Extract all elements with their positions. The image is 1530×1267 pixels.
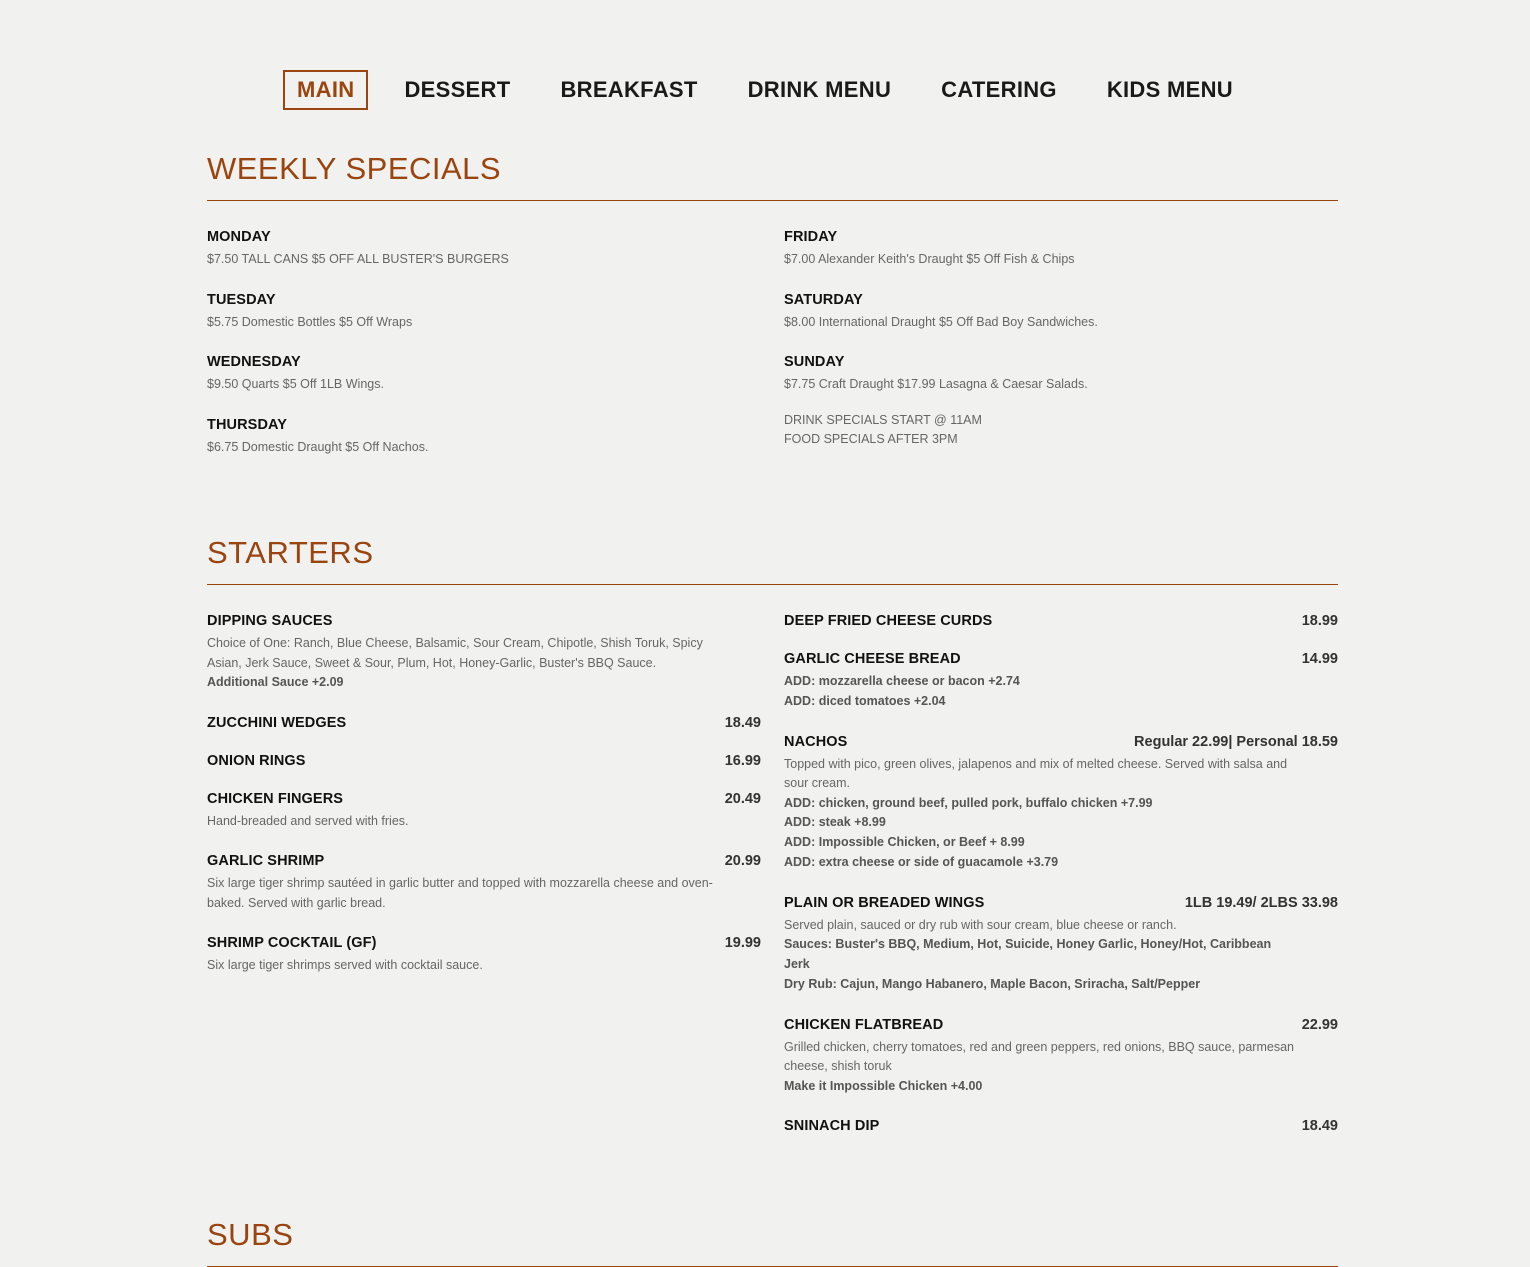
- menu-item-addons: [784, 1077, 1294, 1097]
- menu-item-desc: Choice of One: Ranch, Blue Cheese, Balsamic, Sour Cream, Chipotle, Shish Toruk, Spicy Asian, Jerk Sauce, Sweet & Sour, Plum, Hot, Honey-Garlic, Buster's BBQ Sauce.: [207, 636, 703, 670]
- menu-item-name: PLAIN OR BREADED WINGS: [784, 894, 985, 911]
- nav-tab-dessert[interactable]: DESSERT: [404, 77, 511, 102]
- menu-item-addons: [784, 672, 1294, 712]
- section-title-weekly-specials: WEEKLY SPECIALS: [207, 152, 1338, 201]
- special-desc: $7.00 Alexander Keith's Draught $5 Off Fish & Chips: [784, 252, 1075, 266]
- menu-item-price: 20.99: [724, 853, 761, 870]
- menu-nav: [0, 70, 1530, 110]
- menu-item-desc: Six large tiger shrimp sautéed in garlic butter and topped with mozzarella cheese and oven-baked. Served with garlic bread.: [207, 876, 713, 910]
- menu-nav-list: [272, 70, 1258, 110]
- special-item: [207, 354, 761, 395]
- special-item-head: [207, 354, 761, 370]
- special-day: WEDNESDAY: [207, 354, 301, 370]
- menu-item-name: GARLIC SHRIMP: [207, 853, 325, 870]
- menu-item-head: [784, 1118, 1338, 1134]
- menu-item-head: [784, 734, 1338, 750]
- menu-item-addon: ADD: extra cheese or side of guacamole +3.79: [784, 854, 1059, 869]
- menu-item: [207, 791, 761, 832]
- special-item: [784, 354, 1338, 395]
- special-day: SUNDAY: [784, 354, 845, 370]
- specials-note: FOOD SPECIALS AFTER 3PM: [784, 432, 958, 446]
- special-day: FRIDAY: [784, 229, 838, 245]
- nav-tab-breakfast[interactable]: BREAKFAST: [560, 77, 698, 102]
- specials-right-column: [784, 229, 1338, 479]
- weekly-specials-section: [207, 152, 1338, 479]
- special-item: [784, 229, 1338, 270]
- menu-item-price: Regular 22.99| Personal 18.59: [1134, 733, 1338, 750]
- menu-item-name: DIPPING SAUCES: [207, 613, 333, 629]
- menu-item-price: 19.99: [724, 935, 761, 952]
- menu-item-head: [784, 895, 1338, 911]
- menu-item: [207, 753, 761, 769]
- special-item: [784, 292, 1338, 333]
- special-day: MONDAY: [207, 229, 271, 245]
- special-desc: $8.00 International Draught $5 Off Bad Boy Sandwiches.: [784, 314, 1098, 329]
- menu-item-addons: [784, 794, 1294, 873]
- menu-item-name: NACHOS: [784, 733, 848, 750]
- special-item: [207, 417, 761, 458]
- special-item-head: [207, 229, 761, 245]
- menu-item: [784, 651, 1338, 712]
- special-day: THURSDAY: [207, 416, 288, 433]
- menu-item-name: ZUCCHINI WEDGES: [207, 714, 347, 731]
- menu-item-head: [207, 753, 761, 769]
- menu-item-price: 18.49: [1301, 1118, 1338, 1135]
- menu-item-head: [207, 613, 761, 629]
- menu-item-price: 1LB 19.49/ 2LBS 33.98: [1184, 894, 1338, 911]
- menu-item-addon: Additional Sauce +2.09: [207, 675, 344, 689]
- special-desc: $7.75 Craft Draught $17.99 Lasagna & Caesar Salads.: [784, 377, 1088, 391]
- special-day: TUESDAY: [207, 291, 276, 308]
- specials-notes: [784, 411, 1338, 450]
- special-item-head: [784, 354, 1338, 370]
- nav-tab-drink-menu[interactable]: DRINK MENU: [747, 77, 892, 102]
- special-day: SATURDAY: [784, 291, 863, 308]
- menu-item-price: 16.99: [724, 752, 761, 769]
- menu-item-addon: ADD: mozzarella cheese or bacon +2.74: [784, 674, 1020, 688]
- menu-item-desc: Topped with pico, green olives, jalapenos and mix of melted cheese. Served with salsa and sour cream.: [784, 756, 1288, 791]
- menu-item-addon: Make it Impossible Chicken +4.00: [784, 1078, 983, 1093]
- section-title-subs: SUBS: [207, 1218, 1338, 1267]
- specials-left-column: [207, 229, 761, 479]
- special-item-head: [207, 292, 761, 308]
- menu-item-desc: Six large tiger shrimps served with cocktail sauce.: [207, 958, 483, 973]
- menu-item-addon: Dry Rub: Cajun, Mango Habanero, Maple Bacon, Sriracha, Salt/Pepper: [784, 976, 1201, 991]
- menu-item-addon: ADD: chicken, ground beef, pulled pork, buffalo chicken +7.99: [784, 795, 1153, 810]
- menu-item-head: [784, 651, 1338, 667]
- menu-item-desc: Grilled chicken, cherry tomatoes, red and green peppers, red onions, BBQ sauce, parmesan cheese, shish toruk: [784, 1039, 1294, 1074]
- menu-item-name: DEEP FRIED CHEESE CURDS: [784, 613, 993, 629]
- menu-item-addon: ADD: Impossible Chicken, or Beef + 8.99: [784, 835, 1025, 850]
- menu-item-price: 18.99: [1301, 613, 1338, 629]
- menu-item-head: [207, 715, 761, 731]
- special-item: [207, 292, 761, 333]
- special-desc: $5.75 Domestic Bottles $5 Off Wraps: [207, 314, 413, 329]
- starters-section: [207, 536, 1338, 1156]
- menu-item-name: CHICKEN FLATBREAD: [784, 1016, 944, 1033]
- menu-item-addons: [207, 673, 717, 693]
- menu-item-head: [784, 1017, 1338, 1033]
- menu-item-name: ONION RINGS: [207, 752, 306, 769]
- menu-item-desc: Hand-breaded and served with fries.: [207, 813, 409, 828]
- menu-item: [784, 613, 1338, 629]
- starters-left-column: [207, 613, 761, 1156]
- menu-item: [784, 895, 1338, 995]
- menu-item-price: 22.99: [1301, 1016, 1338, 1033]
- section-title-starters: STARTERS: [207, 536, 1338, 585]
- menu-item-price: 20.49: [724, 790, 761, 807]
- menu-item-head: [784, 613, 1338, 629]
- menu-item: [207, 935, 761, 976]
- menu-item: [207, 715, 761, 731]
- menu-item-desc: Served plain, sauced or dry rub with sour cream, blue cheese or ranch.: [784, 917, 1177, 932]
- special-item-head: [207, 417, 761, 433]
- menu-item: [784, 1017, 1338, 1097]
- menu-item-addon: ADD: diced tomatoes +2.04: [784, 693, 946, 708]
- menu-item-addon: Sauces: Buster's BBQ, Medium, Hot, Suicide, Honey Garlic, Honey/Hot, Caribbean Jerk: [784, 937, 1272, 972]
- menu-item: [207, 613, 761, 693]
- special-desc: $9.50 Quarts $5 Off 1LB Wings.: [207, 377, 384, 391]
- nav-tab-catering[interactable]: CATERING: [941, 77, 1057, 102]
- menu-item-name: SHRIMP COCKTAIL (GF): [207, 935, 377, 952]
- special-desc: $6.75 Domestic Draught $5 Off Nachos.: [207, 439, 429, 454]
- subs-section: [207, 1218, 1338, 1267]
- menu-item: [784, 734, 1338, 873]
- special-item: [207, 229, 761, 270]
- menu-item-addons: [784, 935, 1294, 994]
- menu-item-head: [207, 935, 761, 951]
- special-item-head: [784, 229, 1338, 245]
- special-desc: $7.50 TALL CANS $5 OFF ALL BUSTER'S BURGERS: [207, 252, 509, 266]
- menu-item-name: SNINACH DIP: [784, 1118, 880, 1135]
- menu-item: [784, 1118, 1338, 1134]
- starters-right-column: [784, 613, 1338, 1156]
- menu-item-name: GARLIC CHEESE BREAD: [784, 651, 961, 667]
- specials-note: DRINK SPECIALS START @ 11AM: [784, 412, 982, 427]
- menu-item: [207, 853, 761, 913]
- special-item-head: [784, 292, 1338, 308]
- menu-item-price: 14.99: [1301, 651, 1338, 667]
- nav-tab-kids-menu[interactable]: KIDS MENU: [1106, 77, 1233, 102]
- nav-tab-main[interactable]: MAIN: [283, 70, 368, 110]
- menu-item-name: CHICKEN FINGERS: [207, 790, 344, 807]
- menu-item-price: 18.49: [724, 714, 761, 731]
- menu-item-head: [207, 791, 761, 807]
- menu-item-addon: ADD: steak +8.99: [784, 815, 886, 830]
- menu-item-head: [207, 853, 761, 869]
